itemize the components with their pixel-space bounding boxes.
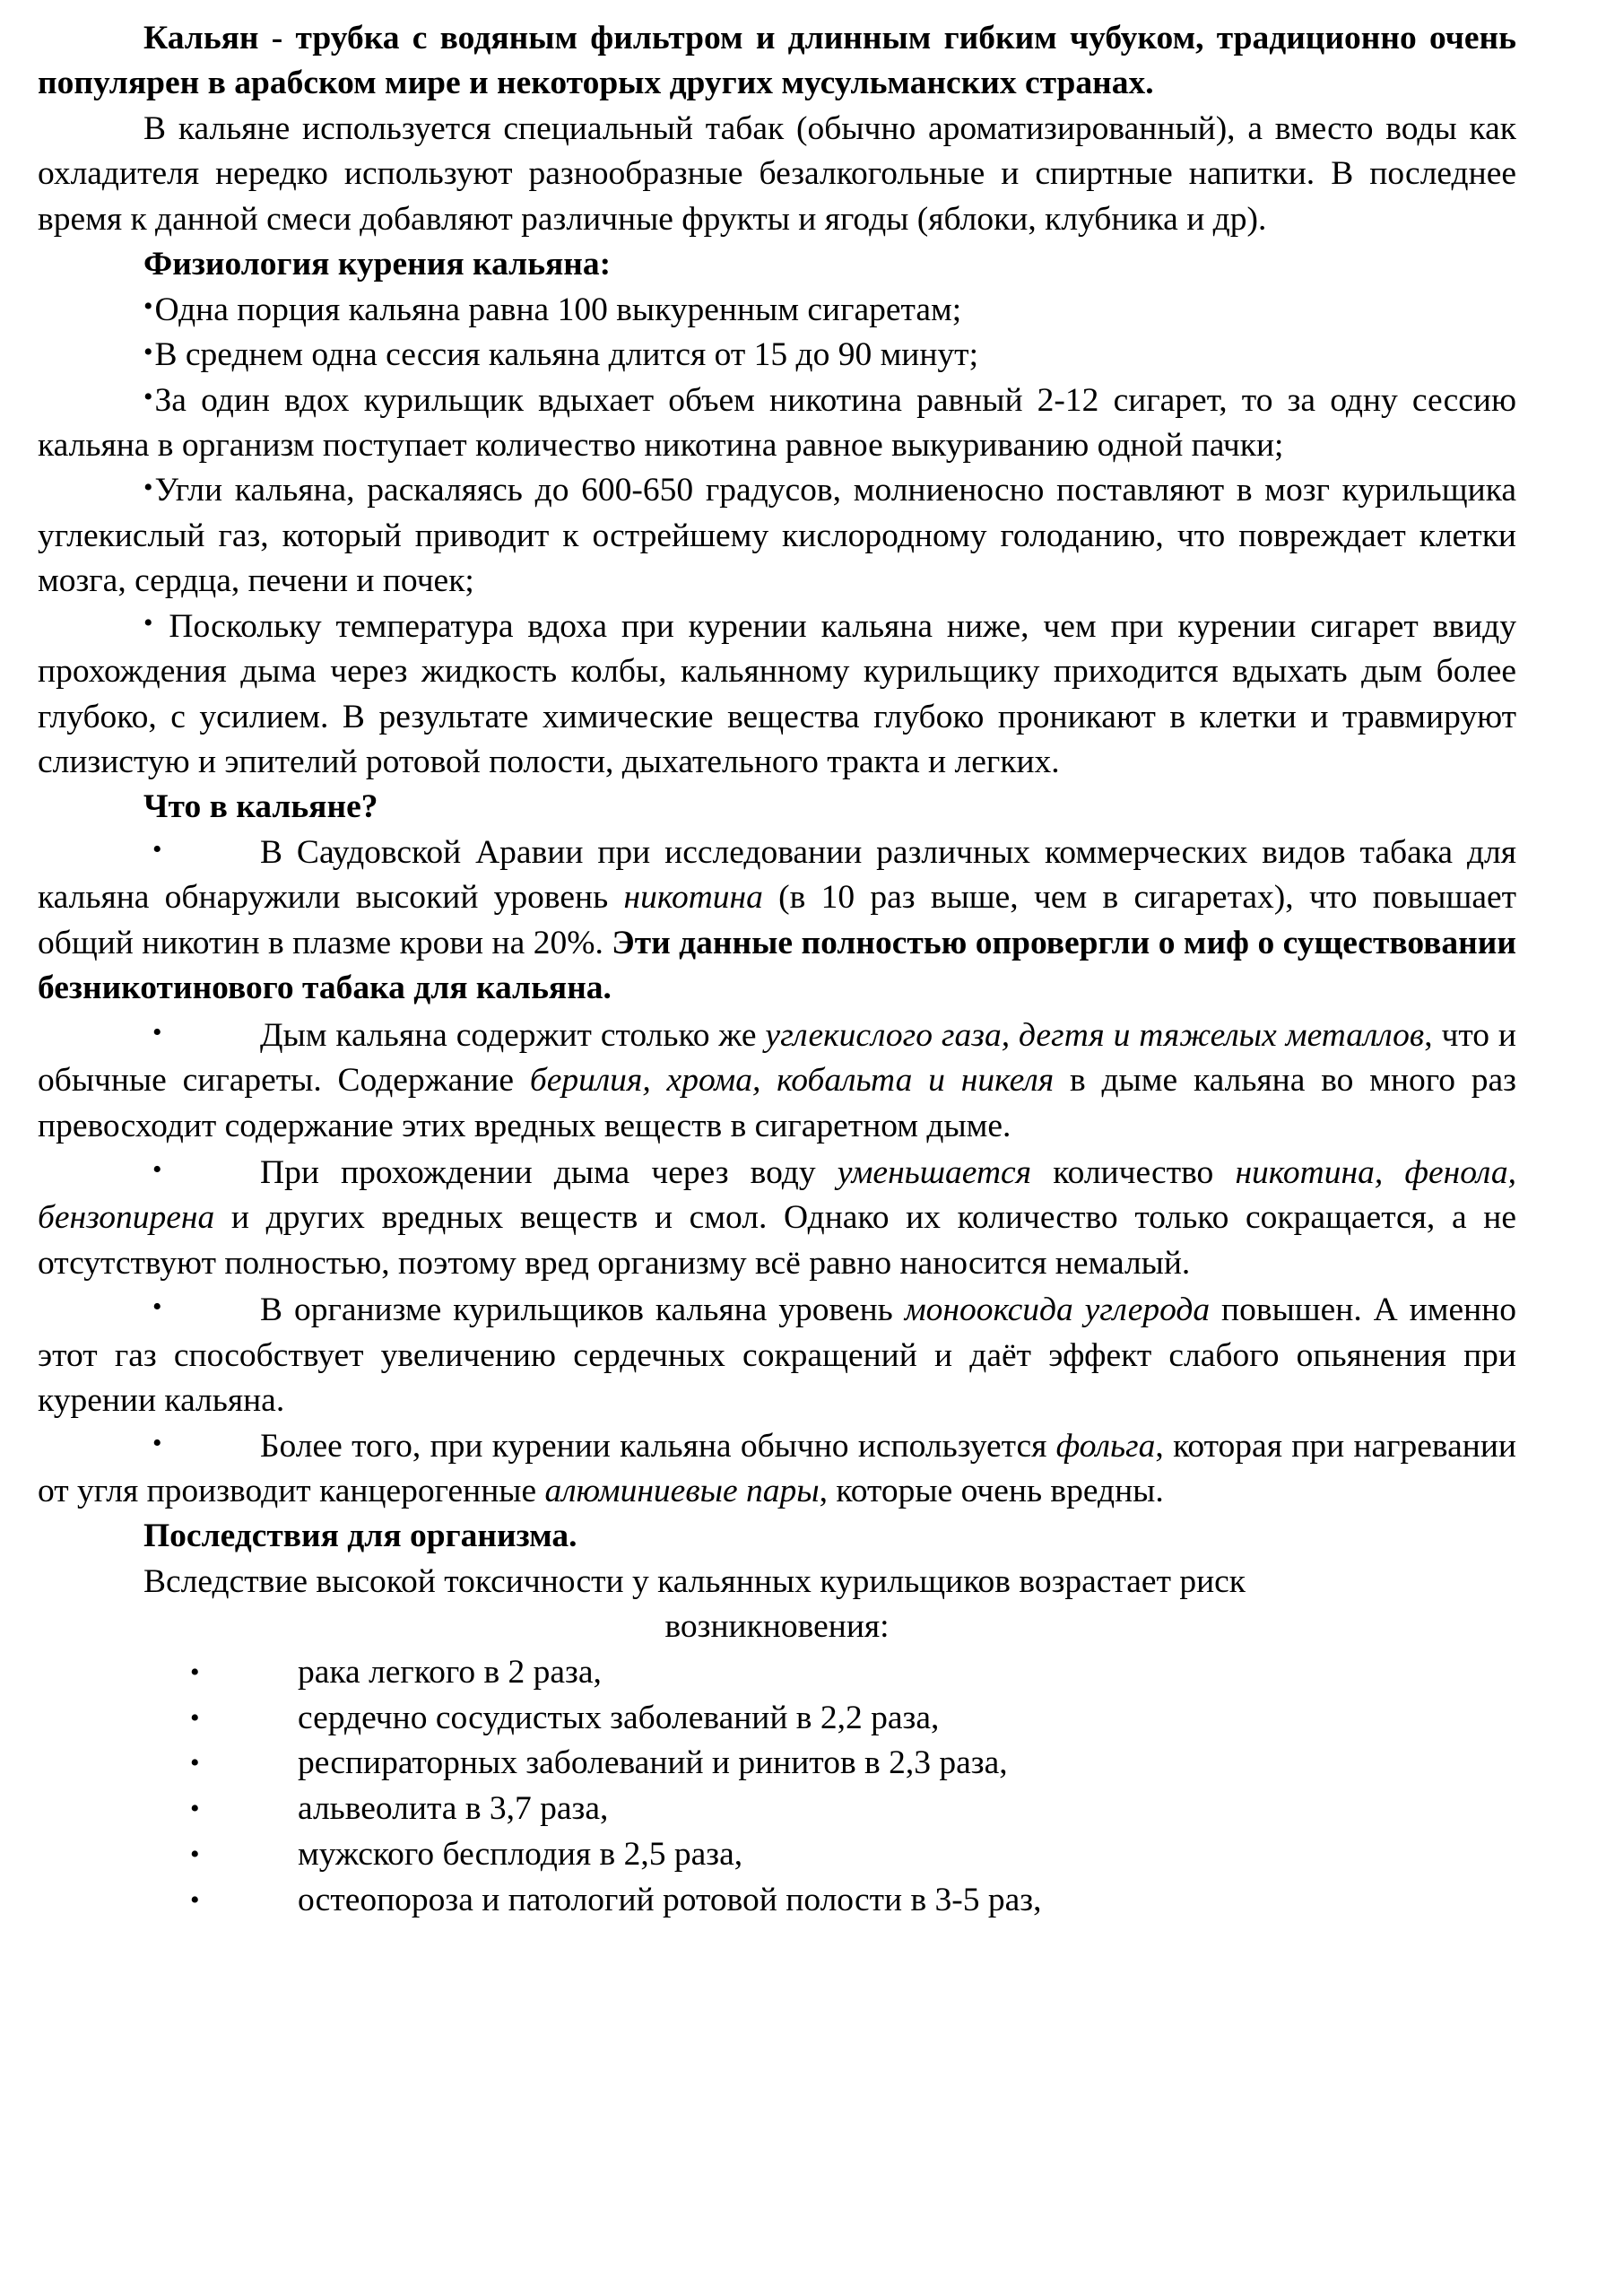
whats-inside-item-1 xyxy=(38,831,1516,1012)
bullet-icon: • xyxy=(143,291,153,322)
run-italic: никотина xyxy=(623,879,763,917)
list-item xyxy=(38,1741,1516,1787)
bullet-icon: • xyxy=(190,1748,200,1779)
run-normal: повышен. А именно этот газ способствует увеличению сердечных сокращений и даёт эффект слабого опьянения при курении кальяна. xyxy=(38,1292,1516,1420)
run-italic: монооксида углерода xyxy=(904,1292,1211,1329)
whats-inside-item-2 xyxy=(38,1013,1516,1149)
physiology-item-3-text: За один вдох курильщик вдыхает объем никотина равный 2-12 сигарет, то за одну сессию кальяна в организм поступает количество никотина равное выкуриванию одной пачки; xyxy=(38,381,1516,464)
list-item xyxy=(38,1832,1516,1878)
bullet-slot xyxy=(38,1288,260,1333)
risk-item-1-text: рака легкого в 2 раза, xyxy=(298,1653,602,1691)
whats-inside-item-3 xyxy=(38,1151,1516,1286)
whats-inside-item-3-text xyxy=(38,1154,1516,1282)
run-normal: , которая при нагревании от угля производит канцерогенные xyxy=(38,1427,1516,1509)
whats-inside-item-4 xyxy=(38,1288,1516,1423)
bullet-icon: • xyxy=(143,336,153,367)
bullet-icon: • xyxy=(143,382,153,413)
risk-item-2-text: сердечно сосудистых заболеваний в 2,2 раза, xyxy=(298,1699,940,1736)
run-normal: , что и обычные сигареты. Содержание xyxy=(38,1016,1516,1100)
run-italic: уменьшается xyxy=(837,1153,1032,1191)
risk-item-4-text: альвеолита в 3,7 раза, xyxy=(298,1790,609,1828)
bullet-icon: • xyxy=(152,834,162,865)
run-normal: В организме курильщиков кальяна уровень xyxy=(260,1292,905,1329)
bullet-slot xyxy=(38,1013,260,1058)
bullet-icon: • xyxy=(190,1839,200,1869)
consequences-lead-line-centered: возникновения: xyxy=(664,1608,890,1646)
whats-inside-item-4-text xyxy=(38,1292,1516,1419)
run-normal: в дыме кальяна во много раз превосходит содержание этих вредных веществ в сигаретном дыме. xyxy=(38,1062,1516,1144)
physiology-item-3 xyxy=(38,378,1516,469)
physiology-item-1-text: Одна порция кальяна равна 100 выкуренным сигаретам; xyxy=(154,291,962,328)
physiology-item-2-text: В среднем одна сессия кальяна длится от 15 до 90 минут; xyxy=(154,336,978,374)
intro-paragraph: В кальяне используется специальный табак (обычно ароматизированный), а вместо воды как охладителя нередко используют разнообразные безалкогольные и спиртные напитки. В последнее время к данной смеси добавляют различные фрукты и ягоды (яблоки, клубника и др). xyxy=(38,109,1516,238)
run-normal: количество xyxy=(1031,1153,1236,1191)
heading-physiology: Физиология курения кальяна: xyxy=(143,246,612,283)
lead-paragraph: Кальян - трубка с водяным фильтром и длинным гибким чубуком, традиционно очень популярен в арабском мире и некоторых других мусульманских странах. xyxy=(38,20,1516,102)
list-item xyxy=(38,1696,1516,1742)
run-bold: Эти данные полностью опровергли о миф о существовании безникотинового табака для кальяна. xyxy=(38,924,1516,1007)
bullet-icon: • xyxy=(152,1428,162,1458)
run-normal: и других вредных веществ и смол. Однако их количество только сокращается, а не отсутствуют полностью, поэтому вред организму всё равно наносится немалый. xyxy=(38,1199,1516,1282)
run-italic: никотина, фенола, бензопирена xyxy=(38,1153,1516,1237)
bullet-slot xyxy=(38,1424,260,1469)
bullet-icon: • xyxy=(190,1702,200,1733)
list-item xyxy=(38,1878,1516,1924)
physiology-item-4-text: Угли кальяна, раскаляясь до 600-650 градусов, молниеносно поставляют в мозг курильщика углекислый газ, который приводит к острейшему кислородному голоданию, что повреждает клетки мозга, сердца, печени и почек; xyxy=(38,472,1516,600)
heading-whats-inside: Что в кальяне? xyxy=(143,788,378,826)
bullet-icon: • xyxy=(143,608,153,639)
run-normal: При прохождении дыма через воду xyxy=(260,1153,838,1191)
risk-item-6-text: остеопороза и патологий ротовой полости в 3-5 раз, xyxy=(298,1881,1042,1918)
run-normal: В Саудовской Аравии при исследовании различных коммерческих видов табака для кальяна обнаружили высокий уровень xyxy=(38,833,1516,917)
physiology-item-5 xyxy=(38,604,1516,786)
run-italic: алюминиевые пары xyxy=(544,1473,820,1509)
whats-inside-item-5-text xyxy=(38,1428,1516,1509)
bullet-icon: • xyxy=(152,1292,162,1322)
physiology-item-4 xyxy=(38,468,1516,604)
run-italic: углекислого газа, дегтя и тяжелых металлов xyxy=(765,1016,1425,1054)
bullet-icon: • xyxy=(152,1017,162,1048)
whats-inside-item-1-text xyxy=(38,834,1516,1006)
bullet-slot xyxy=(38,831,260,875)
risk-list xyxy=(38,1650,1516,1924)
list-item xyxy=(38,1787,1516,1832)
whats-inside-item-5 xyxy=(38,1424,1516,1515)
run-normal: Дым кальяна содержит столько же xyxy=(260,1016,766,1054)
risk-item-5-text: мужского бесплодия в 2,5 раза, xyxy=(298,1836,743,1873)
consequences-lead-line: Вследствие высокой токсичности у кальянных курильщиков возрастает риск xyxy=(143,1562,1246,1600)
run-italic: берилия, хрома, кобальта и никеля xyxy=(529,1062,1055,1100)
bullet-icon: • xyxy=(152,1154,162,1185)
physiology-item-5-text: Поскольку температура вдоха при курении кальяна ниже, чем при курении сигарет ввиду прохождения дыма через жидкость колбы, кальянному курильщику приходится вдыхать дым более глубоко, с усилием. В результате химические вещества глубоко проникают в клетки и травмируют слизистую и эпителий ротовой полости, дыхательного тракта и легких. xyxy=(38,607,1517,780)
list-item xyxy=(38,1650,1516,1696)
document-body xyxy=(38,16,1516,1924)
run-normal: , которые очень вредны. xyxy=(819,1473,1164,1509)
bullet-icon: • xyxy=(190,1884,200,1915)
bullet-icon: • xyxy=(190,1794,200,1824)
whats-inside-item-2-text xyxy=(38,1017,1516,1144)
risk-item-3-text: респираторных заболеваний и ринитов в 2,3 раза, xyxy=(298,1744,1008,1782)
bullet-icon: • xyxy=(143,472,153,502)
run-normal: (в 10 раз выше, чем в сигаретах), что повышает общий никотин в плазме крови на 20%. xyxy=(38,879,1516,961)
physiology-item-2 xyxy=(38,333,1516,378)
heading-consequences: Последствия для организма. xyxy=(143,1518,577,1555)
run-normal: Более того, при курении кальяна обычно используется xyxy=(260,1427,1056,1465)
bullet-icon: • xyxy=(190,1657,200,1687)
bullet-slot xyxy=(38,1151,260,1196)
physiology-item-1 xyxy=(38,288,1516,333)
run-italic: фольга xyxy=(1055,1427,1156,1465)
